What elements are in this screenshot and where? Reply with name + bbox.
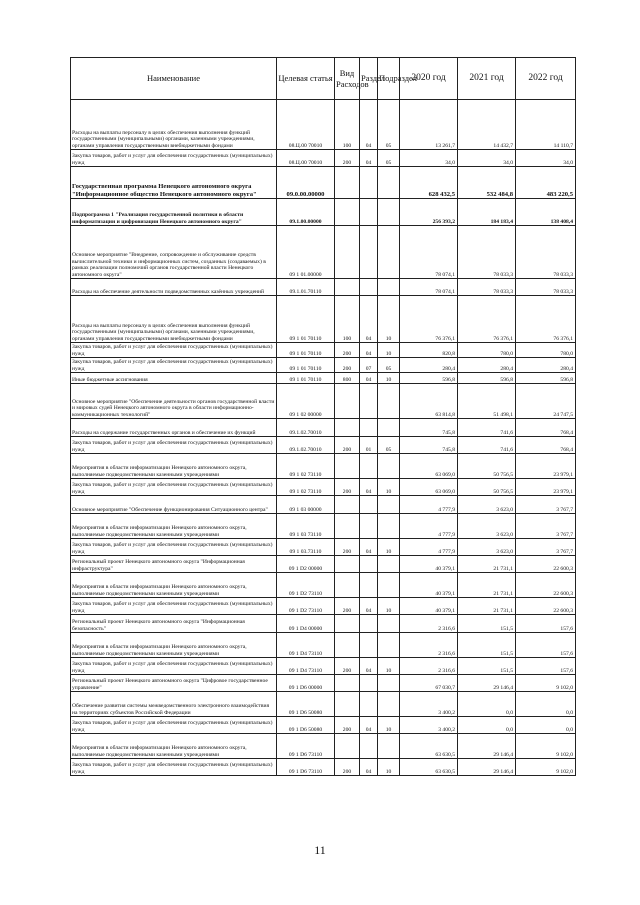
amount-2020: 67 030,7 — [400, 675, 458, 692]
row-name: Закупка товаров, работ и услуг для обеспечения государственных (муниципальных) нужд — [71, 343, 277, 358]
amount-2022: 34,0 — [516, 150, 576, 167]
section-code: 04 — [360, 100, 378, 150]
header-subsection: Подраздел — [378, 58, 400, 100]
amount-2020: 4 777,9 — [400, 514, 458, 539]
subsection-code: 05 — [378, 100, 400, 150]
table-row — [71, 226, 576, 279]
amount-2021: 50 756,5 — [458, 454, 516, 479]
budget-table — [70, 57, 576, 776]
header-year-2020: 2020 год — [400, 58, 458, 100]
amount-2022: 768,4 — [516, 419, 576, 437]
section-code: 04 — [360, 658, 378, 675]
row-name: Основное мероприятие "Внедрение, сопровождение и обслуживание средств вычислительной техники и информационных систем, созданных (создаваемых) в рамках реализации полномочий органов государственной власти Ненецкого автономного округа" — [71, 226, 277, 279]
row-name: Основное мероприятие "Обеспечение деятельности органов государственной власти и мировых судей Ненецкого автономного округа в области информационно-коммуникационных технологий" — [71, 384, 277, 419]
amount-2021: 151,5 — [458, 658, 516, 675]
amount-2021: 741,6 — [458, 437, 516, 454]
target-article-code: 09 1 D4 00000 — [277, 615, 335, 633]
row-name: Закупка товаров, работ и услуг для обеспечения государственных (муниципальных) нужд — [71, 658, 277, 675]
row-name: Мероприятия в области информатизации Ненецкого автономного округа, выполняемые подведомственными казенными учреждениями — [71, 633, 277, 658]
amount-2021: 21 731,1 — [458, 556, 516, 573]
row-name: Региональный проект Ненецкого автономного округа "Цифровое государственное управление" — [71, 675, 277, 692]
table-row — [71, 633, 576, 658]
amount-2021: 29 146,4 — [458, 734, 516, 759]
table-row — [71, 479, 576, 496]
target-article-code: 09 1 D2 00000 — [277, 556, 335, 573]
amount-2022: 78 033,3 — [516, 279, 576, 296]
section-code: 04 — [360, 343, 378, 358]
section-code — [360, 573, 378, 598]
row-name: Расходы на выплаты персоналу в целях обеспечения выполнения функций государственными (муниципальными) органами, казенными учреждениями, органами управления государственными внебюджетными фондами — [71, 100, 277, 150]
expense-type-code — [335, 615, 360, 633]
expense-type-code: 200 — [335, 759, 360, 776]
target-article-code: 09 1 D2 73110 — [277, 573, 335, 598]
amount-2022: 76 376,1 — [516, 296, 576, 343]
section-code — [360, 692, 378, 717]
amount-2021: 78 033,3 — [458, 279, 516, 296]
row-name: Обеспечение развития системы межведомственного электронного взаимодействия на территориях субъектов Российской Федерации — [71, 692, 277, 717]
subsection-code: 10 — [378, 658, 400, 675]
section-code: 04 — [360, 598, 378, 615]
subsection-code — [378, 167, 400, 199]
amount-2021: 151,5 — [458, 615, 516, 633]
target-article-code: 09 1 01 70110 — [277, 343, 335, 358]
target-article-code: 09 1 03 00000 — [277, 496, 335, 514]
amount-2021: 50 756,5 — [458, 479, 516, 496]
row-name: Расходы на выплаты персоналу в целях обеспечения выполнения функций государственными (муниципальными) органами, казенными учреждениями, органами управления государственными внебюджетными фондами — [71, 296, 277, 343]
expense-type-code: 200 — [335, 658, 360, 675]
expense-type-code: 200 — [335, 717, 360, 734]
subsection-code — [378, 384, 400, 419]
expense-type-code — [335, 573, 360, 598]
table-row — [71, 150, 576, 167]
amount-2021: 3 623,0 — [458, 539, 516, 556]
section-code: 01 — [360, 437, 378, 454]
target-article-code: 09 1 D6 73110 — [277, 734, 335, 759]
amount-2022: 780,0 — [516, 343, 576, 358]
expense-type-code — [335, 734, 360, 759]
row-name: Закупка товаров, работ и услуг для обеспечения государственных (муниципальных) нужд — [71, 437, 277, 454]
amount-2022: 138 408,4 — [516, 199, 576, 226]
subsection-code — [378, 692, 400, 717]
row-name: Мероприятия в области информатизации Ненецкого автономного округа, выполняемые подведомственными казенными учреждениями — [71, 454, 277, 479]
row-name: Закупка товаров, работ и услуг для обеспечения государственных (муниципальных) нужд — [71, 717, 277, 734]
amount-2022: 483 220,5 — [516, 167, 576, 199]
subsection-code: 05 — [378, 150, 400, 167]
table-row — [71, 496, 576, 514]
section-code: 04 — [360, 150, 378, 167]
amount-2022: 22 600,3 — [516, 573, 576, 598]
table-row — [71, 384, 576, 419]
target-article-code: 09 1 01.00000 — [277, 226, 335, 279]
table-row — [71, 100, 576, 150]
expense-type-code: 800 — [335, 373, 360, 384]
expense-type-code — [335, 692, 360, 717]
amount-2020: 78 074,1 — [400, 226, 458, 279]
subsection-code — [378, 514, 400, 539]
target-article-code: 09 1 D6 50080 — [277, 692, 335, 717]
amount-2020: 40 379,1 — [400, 556, 458, 573]
target-article-code: 09 1 D6 50080 — [277, 717, 335, 734]
row-name: Закупка товаров, работ и услуг для обеспечения государственных (муниципальных) нужд — [71, 150, 277, 167]
amount-2020: 3 400,2 — [400, 717, 458, 734]
row-name: Иные бюджетные ассигнования — [71, 373, 277, 384]
target-article-code: 09 1 02 00000 — [277, 384, 335, 419]
expense-type-code — [335, 496, 360, 514]
row-name: Закупка товаров, работ и услуг для обеспечения государственных (муниципальных) нужд — [71, 479, 277, 496]
table-row — [71, 167, 576, 199]
row-name: Закупка товаров, работ и услуг для обеспечения государственных (муниципальных) нужд — [71, 759, 277, 776]
expense-type-code — [335, 556, 360, 573]
header-year-2021: 2021 год — [458, 58, 516, 100]
target-article-code: 09 1 01 70110 — [277, 296, 335, 343]
amount-2020: 2 316,6 — [400, 615, 458, 633]
amount-2022: 9 102,0 — [516, 734, 576, 759]
section-code: 04 — [360, 717, 378, 734]
target-article-code: 09 1 D6 73110 — [277, 759, 335, 776]
table-row — [71, 358, 576, 373]
row-name: Региональный проект Ненецкого автономного округа "Информационная безопасность" — [71, 615, 277, 633]
subsection-code: 10 — [378, 479, 400, 496]
amount-2020: 40 379,1 — [400, 573, 458, 598]
amount-2022: 768,4 — [516, 437, 576, 454]
table-row — [71, 675, 576, 692]
amount-2020: 76 376,1 — [400, 296, 458, 343]
table-row — [71, 343, 576, 358]
subsection-code — [378, 454, 400, 479]
amount-2021: 78 033,3 — [458, 226, 516, 279]
header-section: Раздел — [360, 58, 378, 100]
expense-type-code — [335, 199, 360, 226]
subsection-code — [378, 633, 400, 658]
expense-type-code: 200 — [335, 437, 360, 454]
table-row — [71, 658, 576, 675]
amount-2021: 14 432,7 — [458, 100, 516, 150]
amount-2021: 184 183,4 — [458, 199, 516, 226]
header-expense-type: Вид Расходов — [335, 58, 360, 100]
row-name: Расходы на обеспечение деятельности подведомственных казённых учреждений — [71, 279, 277, 296]
section-code: 07 — [360, 358, 378, 373]
amount-2021: 21 731,1 — [458, 573, 516, 598]
table-row — [71, 598, 576, 615]
amount-2020: 3 400,2 — [400, 692, 458, 717]
row-name: Государственная программа Ненецкого автономного округа "Информационное общество Ненецкого автономного округа" — [71, 167, 277, 199]
target-article-code: 09 1 02 73110 — [277, 454, 335, 479]
subsection-code: 05 — [378, 437, 400, 454]
target-article-code: 09 1 03 73110 — [277, 514, 335, 539]
section-code: 04 — [360, 479, 378, 496]
amount-2021: 741,6 — [458, 419, 516, 437]
target-article-code: 08.Ц.00 70010 — [277, 100, 335, 150]
section-code — [360, 496, 378, 514]
expense-type-code — [335, 514, 360, 539]
section-code — [360, 279, 378, 296]
target-article-code: 09 1 01 70110 — [277, 358, 335, 373]
target-article-code: 09 1 D4 73110 — [277, 658, 335, 675]
amount-2020: 4 777,9 — [400, 496, 458, 514]
row-name: Мероприятия в области информатизации Ненецкого автономного округа, выполняемые подведомственными казенными учреждениями — [71, 573, 277, 598]
subsection-code: 10 — [378, 539, 400, 556]
expense-type-code: 200 — [335, 343, 360, 358]
expense-type-code — [335, 419, 360, 437]
target-article-code: 09 1 03.73110 — [277, 539, 335, 556]
row-name: Закупка товаров, работ и услуг для обеспечения государственных (муниципальных) нужд — [71, 358, 277, 373]
subsection-code — [378, 675, 400, 692]
target-article-code: 08.Ц.00 70010 — [277, 150, 335, 167]
target-article-code: 09 1 01 70110 — [277, 373, 335, 384]
table-row — [71, 539, 576, 556]
amount-2020: 2 316,6 — [400, 658, 458, 675]
amount-2021: 51 498,1 — [458, 384, 516, 419]
amount-2022: 14 110,7 — [516, 100, 576, 150]
amount-2020: 628 432,5 — [400, 167, 458, 199]
amount-2020: 63 814,8 — [400, 384, 458, 419]
target-article-code: 09 1 D6 00000 — [277, 675, 335, 692]
amount-2020: 63 630,5 — [400, 734, 458, 759]
expense-type-code: 200 — [335, 479, 360, 496]
subsection-code: 10 — [378, 343, 400, 358]
table-row — [71, 615, 576, 633]
table-row — [71, 279, 576, 296]
subsection-code — [378, 615, 400, 633]
section-code — [360, 419, 378, 437]
amount-2020: 63 630,5 — [400, 759, 458, 776]
amount-2021: 29 146,4 — [458, 675, 516, 692]
amount-2021: 780,0 — [458, 343, 516, 358]
section-code — [360, 454, 378, 479]
amount-2021: 3 623,0 — [458, 496, 516, 514]
subsection-code: 05 — [378, 358, 400, 373]
amount-2022: 157,6 — [516, 615, 576, 633]
amount-2020: 280,4 — [400, 358, 458, 373]
amount-2020: 596,8 — [400, 373, 458, 384]
amount-2022: 157,6 — [516, 658, 576, 675]
amount-2020: 13 261,7 — [400, 100, 458, 150]
expense-type-code: 200 — [335, 150, 360, 167]
amount-2021: 0,0 — [458, 717, 516, 734]
subsection-code — [378, 573, 400, 598]
section-code — [360, 615, 378, 633]
subsection-code: 10 — [378, 759, 400, 776]
amount-2022: 22 600,3 — [516, 598, 576, 615]
section-code — [360, 199, 378, 226]
amount-2021: 0,0 — [458, 692, 516, 717]
amount-2020: 2 316,6 — [400, 633, 458, 658]
table-row — [71, 199, 576, 226]
expense-type-code — [335, 226, 360, 279]
amount-2022: 9 102,0 — [516, 675, 576, 692]
subsection-code: 10 — [378, 598, 400, 615]
amount-2022: 596,8 — [516, 373, 576, 384]
target-article-code: 09 1 02 73110 — [277, 479, 335, 496]
subsection-code — [378, 419, 400, 437]
expense-type-code: 100 — [335, 296, 360, 343]
table-row — [71, 419, 576, 437]
amount-2021: 29 146,4 — [458, 759, 516, 776]
amount-2020: 34,0 — [400, 150, 458, 167]
expense-type-code: 200 — [335, 358, 360, 373]
row-name: Закупка товаров, работ и услуг для обеспечения государственных (муниципальных) нужд — [71, 539, 277, 556]
table-row — [71, 437, 576, 454]
table-row — [71, 296, 576, 343]
target-article-code: 09.1.00.00000 — [277, 199, 335, 226]
table-row — [71, 454, 576, 479]
section-code: 04 — [360, 539, 378, 556]
amount-2022: 157,6 — [516, 633, 576, 658]
amount-2020: 63 069,0 — [400, 454, 458, 479]
section-code: 04 — [360, 759, 378, 776]
amount-2020: 820,8 — [400, 343, 458, 358]
row-name: Расходы на содержание государственных органов и обеспечение их функций — [71, 419, 277, 437]
amount-2022: 23 979,1 — [516, 454, 576, 479]
subsection-code — [378, 199, 400, 226]
amount-2022: 3 767,7 — [516, 539, 576, 556]
row-name: Региональный проект Ненецкого автономного округа "Информационная инфраструктура" — [71, 556, 277, 573]
amount-2021: 596,8 — [458, 373, 516, 384]
target-article-code: 09.1.02.70010 — [277, 437, 335, 454]
amount-2022: 280,4 — [516, 358, 576, 373]
expense-type-code: 100 — [335, 100, 360, 150]
subsection-code — [378, 496, 400, 514]
table-row — [71, 373, 576, 384]
amount-2021: 532 484,8 — [458, 167, 516, 199]
target-article-code: 09 1 D4 73110 — [277, 633, 335, 658]
amount-2022: 78 033,3 — [516, 226, 576, 279]
table-row — [71, 514, 576, 539]
expense-type-code — [335, 384, 360, 419]
expense-type-code — [335, 454, 360, 479]
table-row — [71, 717, 576, 734]
subsection-code: 10 — [378, 296, 400, 343]
row-name: Мероприятия в области информатизации Ненецкого автономного округа, выполняемые подведомственными казенными учреждениями — [71, 734, 277, 759]
subsection-code — [378, 734, 400, 759]
target-article-code: 09.1.02.70010 — [277, 419, 335, 437]
expense-type-code — [335, 633, 360, 658]
section-code — [360, 167, 378, 199]
amount-2022: 0,0 — [516, 717, 576, 734]
amount-2022: 24 747,5 — [516, 384, 576, 419]
amount-2021: 76 376,1 — [458, 296, 516, 343]
amount-2022: 0,0 — [516, 692, 576, 717]
amount-2022: 23 979,1 — [516, 479, 576, 496]
amount-2020: 4 777,9 — [400, 539, 458, 556]
table-row — [71, 734, 576, 759]
section-code — [360, 633, 378, 658]
section-code: 04 — [360, 296, 378, 343]
section-code — [360, 226, 378, 279]
amount-2020: 745,8 — [400, 437, 458, 454]
amount-2022: 22 600,3 — [516, 556, 576, 573]
row-name: Закупка товаров, работ и услуг для обеспечения государственных (муниципальных) нужд — [71, 598, 277, 615]
section-code — [360, 514, 378, 539]
amount-2020: 63 069,0 — [400, 479, 458, 496]
page-number: 11 — [314, 843, 326, 857]
amount-2021: 21 731,1 — [458, 598, 516, 615]
subsection-code: 10 — [378, 373, 400, 384]
expense-type-code: 200 — [335, 539, 360, 556]
amount-2021: 3 623,0 — [458, 514, 516, 539]
table-row — [71, 556, 576, 573]
section-code — [360, 384, 378, 419]
expense-type-code — [335, 279, 360, 296]
expense-type-code — [335, 167, 360, 199]
subsection-code — [378, 226, 400, 279]
section-code — [360, 734, 378, 759]
amount-2020: 256 393,2 — [400, 199, 458, 226]
subsection-code: 10 — [378, 717, 400, 734]
section-code — [360, 556, 378, 573]
target-article-code: 09.0.00.00000 — [277, 167, 335, 199]
header-year-2022: 2022 год — [516, 58, 576, 100]
amount-2022: 9 102,0 — [516, 759, 576, 776]
amount-2020: 78 074,1 — [400, 279, 458, 296]
section-code: 04 — [360, 373, 378, 384]
amount-2020: 745,8 — [400, 419, 458, 437]
section-code — [360, 675, 378, 692]
header-row — [71, 58, 576, 100]
expense-type-code — [335, 675, 360, 692]
table-row — [71, 692, 576, 717]
row-name: Основное мероприятие "Обеспечение функционирования Ситуационного центра" — [71, 496, 277, 514]
header-name: Наименование — [71, 58, 277, 100]
subsection-code — [378, 556, 400, 573]
amount-2021: 34,0 — [458, 150, 516, 167]
header-target-article: Целевая статья — [277, 58, 335, 100]
subsection-code — [378, 279, 400, 296]
target-article-code: 09.1.01.70110 — [277, 279, 335, 296]
table-body — [71, 100, 576, 776]
amount-2021: 151,5 — [458, 633, 516, 658]
amount-2020: 40 379,1 — [400, 598, 458, 615]
row-name: Мероприятия в области информатизации Ненецкого автономного округа, выполняемые подведомственными казенными учреждениями — [71, 514, 277, 539]
table-row — [71, 759, 576, 776]
target-article-code: 09 1 D2 73110 — [277, 598, 335, 615]
amount-2022: 3 767,7 — [516, 514, 576, 539]
table-row — [71, 573, 576, 598]
amount-2022: 3 767,7 — [516, 496, 576, 514]
row-name: Подпрограмма 1 "Реализация государственной политики в области информатизации и цифровизации Ненецкого автономного округа" — [71, 199, 277, 226]
expense-type-code: 200 — [335, 598, 360, 615]
amount-2021: 280,4 — [458, 358, 516, 373]
